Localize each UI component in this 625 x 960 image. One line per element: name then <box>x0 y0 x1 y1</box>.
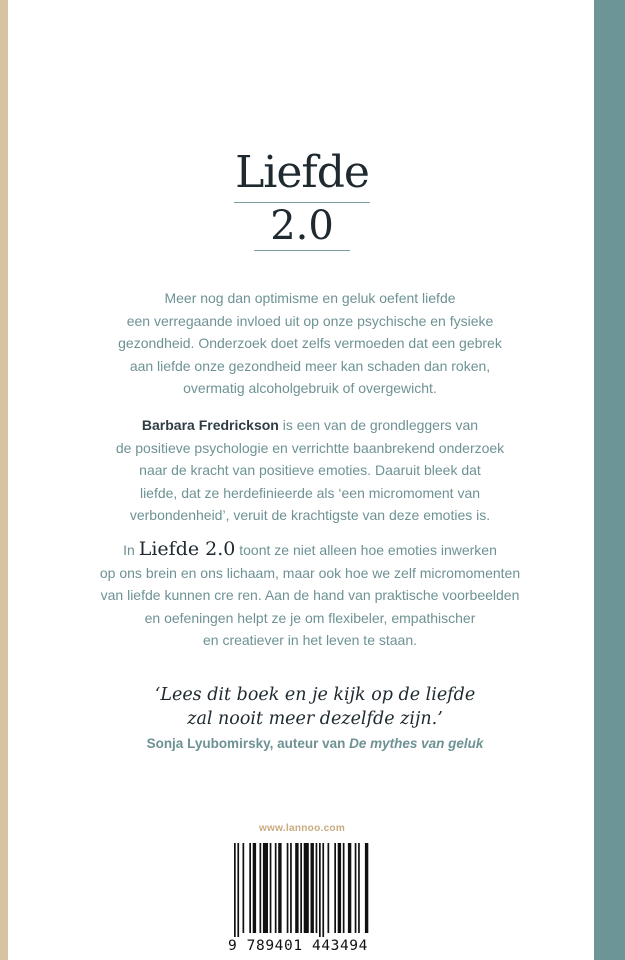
spine-strip <box>594 0 625 960</box>
barcode-bar <box>334 843 336 933</box>
blurb-line: van liefde kunnen cre ren. Aan de hand van praktische voorbeelden <box>100 587 520 603</box>
barcode-bar <box>322 843 324 939</box>
blurb-line <box>80 538 540 562</box>
blurb-paragraph-2 <box>80 414 540 527</box>
blurb-line: op ons brein en ons lichaam, maar ook hoe we zelf micromomenten <box>99 564 521 581</box>
left-accent-strip <box>0 0 8 960</box>
barcode-bar <box>270 843 272 933</box>
author-name: Barbara Fredrickson <box>141 417 279 433</box>
barcode-bar <box>343 843 345 933</box>
barcode-bar <box>263 843 268 933</box>
barcode-bar <box>319 843 321 939</box>
author-line-rest: is een van de grondleggers van <box>278 417 479 433</box>
barcode-bar <box>249 843 251 933</box>
barcode-bar <box>290 843 292 933</box>
blurb-line: Meer nog dan optimisme en geluk oefent liefde <box>164 290 456 306</box>
blurb-line: verbondenheid’, veruit de krachtigste van deze emoties is. <box>129 507 491 523</box>
prefix: In <box>123 542 139 558</box>
blurb-line: en oefeningen helpt ze je om flexibeler, empathischer <box>144 609 476 626</box>
line-rest: toont ze niet alleen hoe emoties inwerken <box>235 542 497 558</box>
blurb-line: liefde, dat ze herdefinieerde als ‘een micromoment van <box>139 484 481 501</box>
barcode-bar <box>260 843 262 933</box>
barcode-bar <box>234 843 236 939</box>
barcode-bar <box>275 843 277 933</box>
blurb-line: een verregaande invloed uit op onze psychische en fysieke <box>126 312 494 329</box>
barcode-bar <box>311 843 314 933</box>
blurb-line: overmatig alcoholgebruik of overgewicht. <box>183 380 437 396</box>
isbn-barcode <box>218 843 378 960</box>
barcode-bar <box>304 843 309 933</box>
blurb-line: de positieve psychologie en verrichtte baanbrekend onderzoek <box>115 439 505 456</box>
book-title <box>196 148 408 251</box>
endorsement-quote <box>100 683 530 755</box>
blurb-line: en creatiever in het leven te staan. <box>202 632 418 648</box>
barcode-bar <box>358 843 360 933</box>
quote-line-1: ‘Lees dit boek en je kijk op de liefde <box>154 685 476 705</box>
barcode-bar <box>365 843 368 933</box>
quote-line-2: zal nooit meer dezelfde zijn.’ <box>187 709 443 729</box>
barcode-bar <box>253 843 256 933</box>
barcode-bar <box>287 843 289 933</box>
publisher-website: www.lannoo.com <box>258 823 346 834</box>
attribution-text: Sonja Lyubomirsky, auteur van <box>146 736 350 751</box>
barcode-bar <box>243 843 245 933</box>
blurb-paragraph-3 <box>80 538 540 652</box>
barcode-bars <box>218 843 378 939</box>
barcode-bar <box>300 843 302 933</box>
quote-attribution <box>100 733 530 755</box>
isbn-digits: 9 789401 443494 <box>218 937 378 955</box>
blurb-paragraph-1 <box>80 287 540 400</box>
barcode-bar <box>348 843 351 933</box>
barcode-bar <box>237 843 239 939</box>
blurb-line: gezondheid. Onderzoek doet zelfs vermoeden dat een gebrek <box>118 335 502 351</box>
barcode-bar <box>338 843 341 933</box>
barcode-bar <box>295 843 298 933</box>
barcode-bar <box>355 843 357 933</box>
blurb-line: aan liefde onze gezondheid meer kan schaden dan roken, <box>129 357 491 374</box>
barcode-bar <box>316 843 318 933</box>
attribution-book: De mythes van geluk <box>349 736 484 751</box>
title-underline <box>254 250 350 251</box>
title-word: Liefde <box>235 147 369 198</box>
blurb-line: naar de kracht van positieve emoties. Daaruit bleek dat <box>139 462 481 478</box>
inline-book-title: Liefde 2.0 <box>138 538 236 560</box>
title-version: 2.0 <box>270 203 334 249</box>
blurb-line <box>80 414 540 437</box>
barcode-bar <box>328 843 330 933</box>
barcode-bar <box>278 843 281 933</box>
